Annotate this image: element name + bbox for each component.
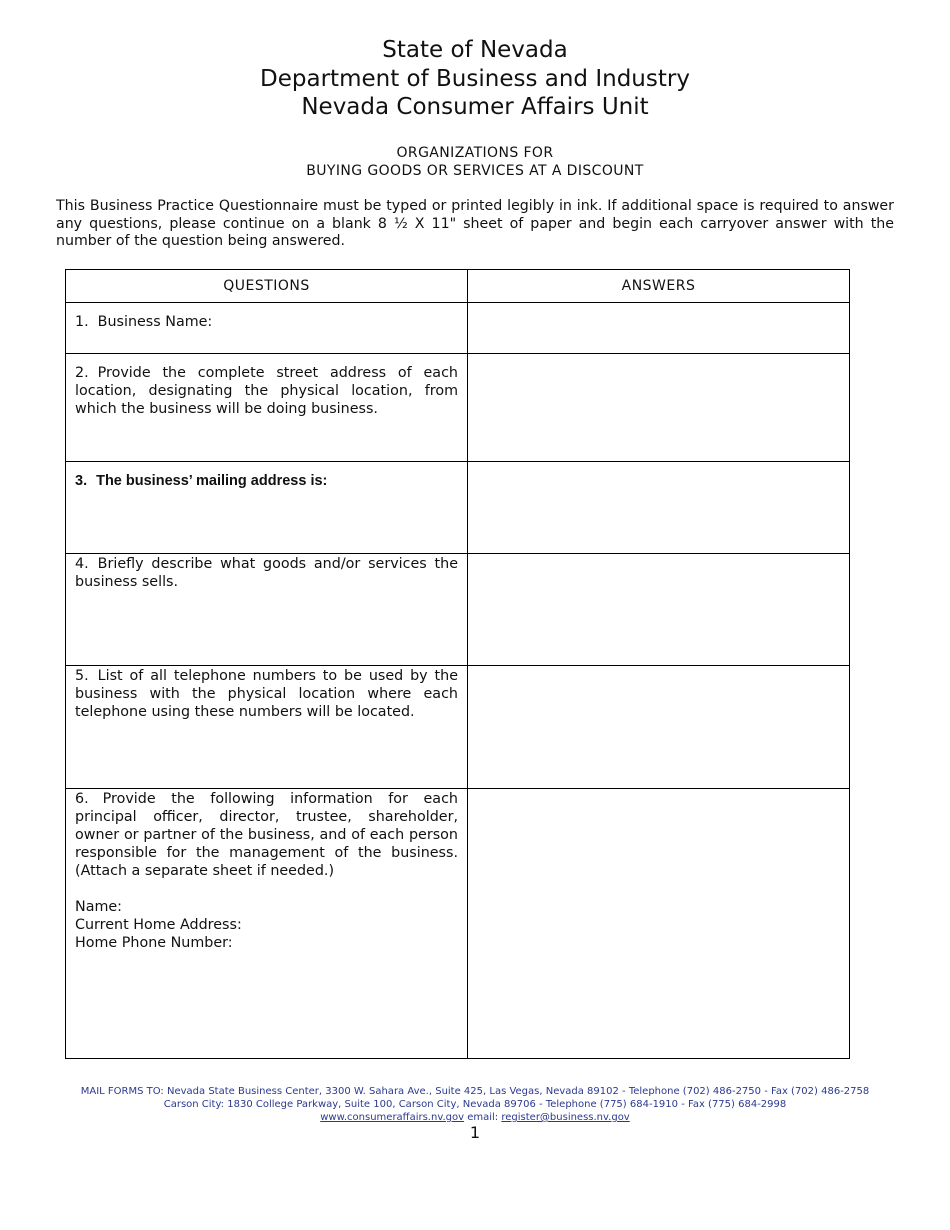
mail-forms-address: Nevada State Business Center, 3300 W. Sahara Ave., Suite 425, Las Vegas, Nevada 89102 - Telephone (702) 486-2750 - Fax (702) 486-2758 (167, 1086, 870, 1097)
carson-city-label: Carson City: (163, 1099, 225, 1110)
email-label: email: (467, 1112, 499, 1123)
question-text: The business’ mailing address is: (96, 473, 328, 489)
mail-forms-label: MAIL FORMS TO: (80, 1086, 164, 1097)
intro-paragraph: This Business Practice Questionnaire must be typed or printed legibly in ink. If additional space is required to answer any questions, please continue on a blank 8 ½ X 11" sheet of paper and begin each carryover answer with the number of the question being answered. (56, 198, 894, 250)
question-text: Briefly describe what goods and/or services the business sells. (75, 556, 458, 590)
form-subtitle (0, 144, 950, 180)
subtitle-line-2: BUYING GOODS OR SERVICES AT A DISCOUNT (306, 163, 644, 179)
subtitle-line-1: ORGANIZATIONS FOR (396, 145, 554, 161)
question-6 (66, 789, 468, 1059)
questions-column-header: QUESTIONS (66, 270, 468, 303)
question-number: 2. (75, 365, 89, 381)
question-text: List of all telephone numbers to be used by the business with the physical location where each telephone using these numbers will be located. (75, 668, 458, 720)
question-number: 3. (75, 473, 88, 489)
question-number: 1. (75, 314, 89, 330)
home-phone-label: Home Phone Number: (75, 935, 233, 951)
answer-5-field[interactable] (468, 666, 850, 789)
question-number: 6. (75, 791, 89, 807)
document-header (0, 36, 950, 122)
website-link[interactable]: www.consumeraffairs.nv.gov (320, 1112, 465, 1123)
question-text: Business Name: (97, 314, 213, 330)
footer (0, 1085, 950, 1124)
answer-3-field[interactable] (468, 462, 850, 554)
home-address-label: Current Home Address: (75, 917, 242, 933)
carson-city-address: 1830 College Parkway, Suite 100, Carson City, Nevada 89706 - Telephone (775) 684-1910 - Fax (775) 684-2998 (227, 1099, 787, 1110)
question-number: 5. (75, 668, 89, 684)
header-unit: Nevada Consumer Affairs Unit (301, 94, 649, 120)
answer-2-field[interactable] (468, 354, 850, 462)
table-row (66, 354, 850, 462)
footer-mail-line (0, 1085, 950, 1098)
table-header-row (66, 270, 850, 303)
question-1 (66, 303, 468, 354)
question-text: Provide the complete street address of each location, designating the physical location, from which the business will be doing business. (75, 365, 458, 417)
table-row (66, 303, 850, 354)
table-row (66, 789, 850, 1059)
question-number: 4. (75, 556, 89, 572)
name-label: Name: (75, 899, 122, 915)
email-link[interactable]: register@business.nv.gov (501, 1112, 630, 1123)
answers-column-header: ANSWERS (468, 270, 850, 303)
table-row (66, 462, 850, 554)
page-number: 1 (469, 1123, 481, 1142)
table-row (66, 666, 850, 789)
header-state: State of Nevada (382, 37, 568, 63)
footer-carson-line (0, 1098, 950, 1111)
answer-4-field[interactable] (468, 554, 850, 666)
question-3 (66, 462, 468, 554)
question-5 (66, 666, 468, 789)
header-department: Department of Business and Industry (260, 65, 690, 92)
question-text: Provide the following information for each principal officer, director, trustee, shareholder, owner or partner of the business, and of each person responsible for the management of the business. (Attach a separate sheet if needed.) (75, 791, 458, 879)
question-2 (66, 354, 468, 462)
answer-1-field[interactable] (468, 303, 850, 354)
answer-6-field[interactable] (468, 789, 850, 1059)
table-row (66, 554, 850, 666)
question-4 (66, 554, 468, 666)
questionnaire-table (65, 269, 850, 1059)
